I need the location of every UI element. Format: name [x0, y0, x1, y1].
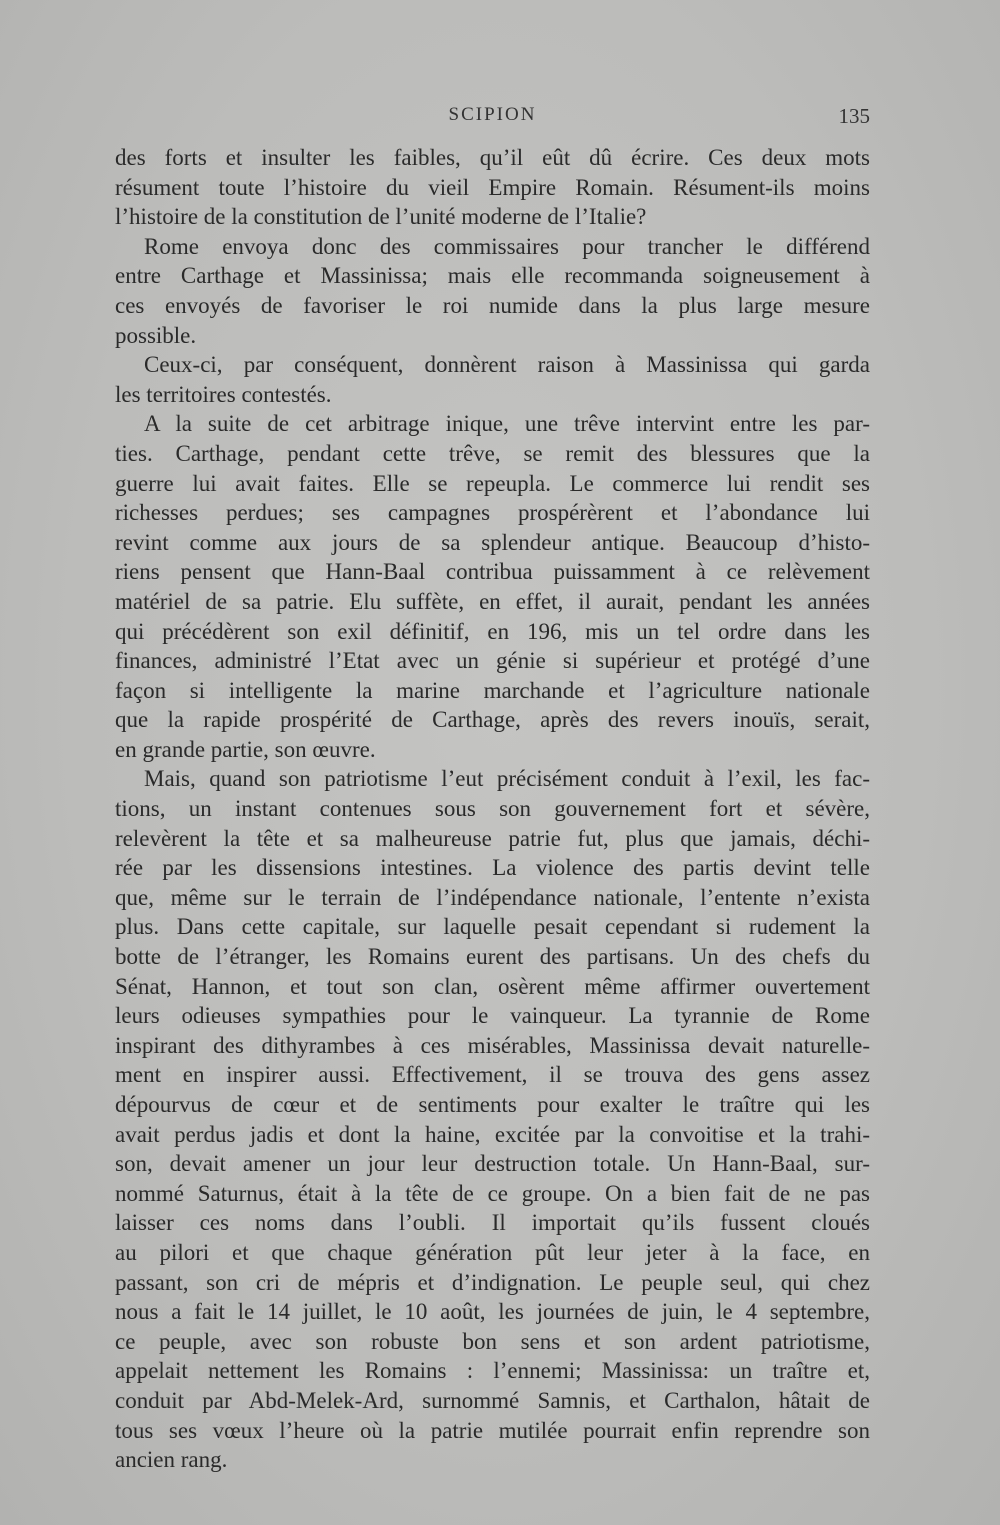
text-line: leurs odieuses sympathies pour le vainqueur. La tyrannie de Rome — [115, 1003, 870, 1029]
text-line: revint comme aux jours de sa splendeur antique. Beaucoup d’histo- — [115, 529, 870, 555]
text-line: entre Carthage et Massinissa; mais elle recommanda soigneusement à — [115, 263, 870, 289]
text-line: résument toute l’histoire du vieil Empire Romain. Résument-ils moins — [115, 174, 870, 200]
text-line: inspirant des dithyrambes à ces misérables, Massinissa devait naturelle- — [115, 1032, 870, 1058]
text-line: finances, administré l’Etat avec un génie si supérieur et protégé d’une — [115, 648, 870, 674]
text-line: nous a fait le 14 juillet, le 10 août, les journées de juin, le 4 septembre, — [115, 1299, 870, 1325]
text-line: Ceux-ci, par conséquent, donnèrent raison à Massinissa qui garda — [144, 352, 870, 378]
text-line: que la rapide prospérité de Carthage, après des revers inouïs, serait, — [115, 707, 870, 733]
text-line: son, devait amener un jour leur destruction totale. Un Hann-Baal, sur- — [115, 1151, 870, 1177]
text-line: tions, un instant contenues sous son gouvernement fort et sévère, — [115, 796, 870, 822]
running-title: SCIPION — [448, 104, 537, 125]
text-line: relevèrent la tête et sa malheureuse patrie fut, plus que jamais, déchi- — [115, 825, 870, 851]
text-line: appelait nettement les Romains : l’ennemi; Massinissa: un traître et, — [115, 1358, 870, 1384]
body-text — [115, 143, 870, 1475]
text-line: ties. Carthage, pendant cette trêve, se remit des blessures que la — [115, 440, 870, 466]
text-line: possible. — [115, 322, 197, 348]
text-line: au pilori et que chaque génération pût leur jeter à la face, en — [115, 1239, 870, 1265]
text-line: avait perdus jadis et dont la haine, excitée par la convoitise et la trahi- — [115, 1121, 870, 1147]
text-line: laisser ces noms dans l’oubli. Il importait qu’ils fussent cloués — [115, 1210, 870, 1236]
text-line: richesses perdues; ses campagnes prospérèrent et l’abondance lui — [115, 500, 870, 526]
text-line: matériel de sa patrie. Elu suffète, en effet, il aurait, pendant les années — [115, 588, 870, 614]
text-line: l’histoire de la constitution de l’unité moderne de l’Italie? — [115, 204, 647, 230]
text-line: nommé Saturnus, était à la tête de ce groupe. On a bien fait de ne pas — [115, 1180, 870, 1206]
text-line: tous ses vœux l’heure où la patrie mutilée pourrait enfin reprendre son — [115, 1417, 870, 1443]
text-line: qui précédèrent son exil définitif, en 196, mis un tel ordre dans les — [115, 618, 870, 644]
text-line: ment en inspirer aussi. Effectivement, il se trouva des gens assez — [115, 1062, 870, 1088]
running-head — [115, 104, 870, 134]
text-line: passant, son cri de mépris et d’indignation. Le peuple seul, qui chez — [115, 1269, 870, 1295]
text-line: Sénat, Hannon, et tout son clan, osèrent même affirmer ouvertement — [115, 973, 870, 999]
text-line: les territoires contestés. — [115, 381, 332, 407]
text-line: botte de l’étranger, les Romains eurent des partisans. Un des chefs du — [115, 944, 870, 970]
text-line: conduit par Abd-Melek-Ard, surnommé Samnis, et Carthalon, hâtait de — [115, 1387, 870, 1413]
text-line: Mais, quand son patriotisme l’eut précisément conduit à l’exil, les fac- — [144, 766, 870, 792]
text-line: ce peuple, avec son robuste bon sens et son ardent patriotisme, — [115, 1328, 870, 1354]
text-line: A la suite de cet arbitrage inique, une trêve intervint entre les par- — [144, 411, 870, 437]
text-line: rée par les dissensions intestines. La violence des partis devint telle — [115, 855, 870, 881]
text-line: en grande partie, son œuvre. — [115, 736, 376, 762]
text-line: plus. Dans cette capitale, sur laquelle pesait cependant si rudement la — [115, 914, 870, 940]
text-line: que, même sur le terrain de l’indépendance nationale, l’entente n’exista — [115, 884, 870, 910]
text-line: riens pensent que Hann-Baal contribua puissamment à ce relèvement — [115, 559, 870, 585]
text-line: ancien rang. — [115, 1447, 228, 1473]
page-number: 135 — [838, 104, 870, 128]
text-line: ces envoyés de favoriser le roi numide dans la plus large mesure — [115, 292, 870, 318]
text-line: guerre lui avait faites. Elle se repeupla. Le commerce lui rendit ses — [115, 470, 870, 496]
text-line: Rome envoya donc des commissaires pour trancher le différend — [144, 233, 870, 259]
text-line: des forts et insulter les faibles, qu’il eût dû écrire. Ces deux mots — [115, 145, 870, 170]
text-line: façon si intelligente la marine marchande et l’agriculture nationale — [115, 677, 870, 703]
text-line: dépourvus de cœur et de sentiments pour exalter le traître qui les — [115, 1092, 870, 1117]
